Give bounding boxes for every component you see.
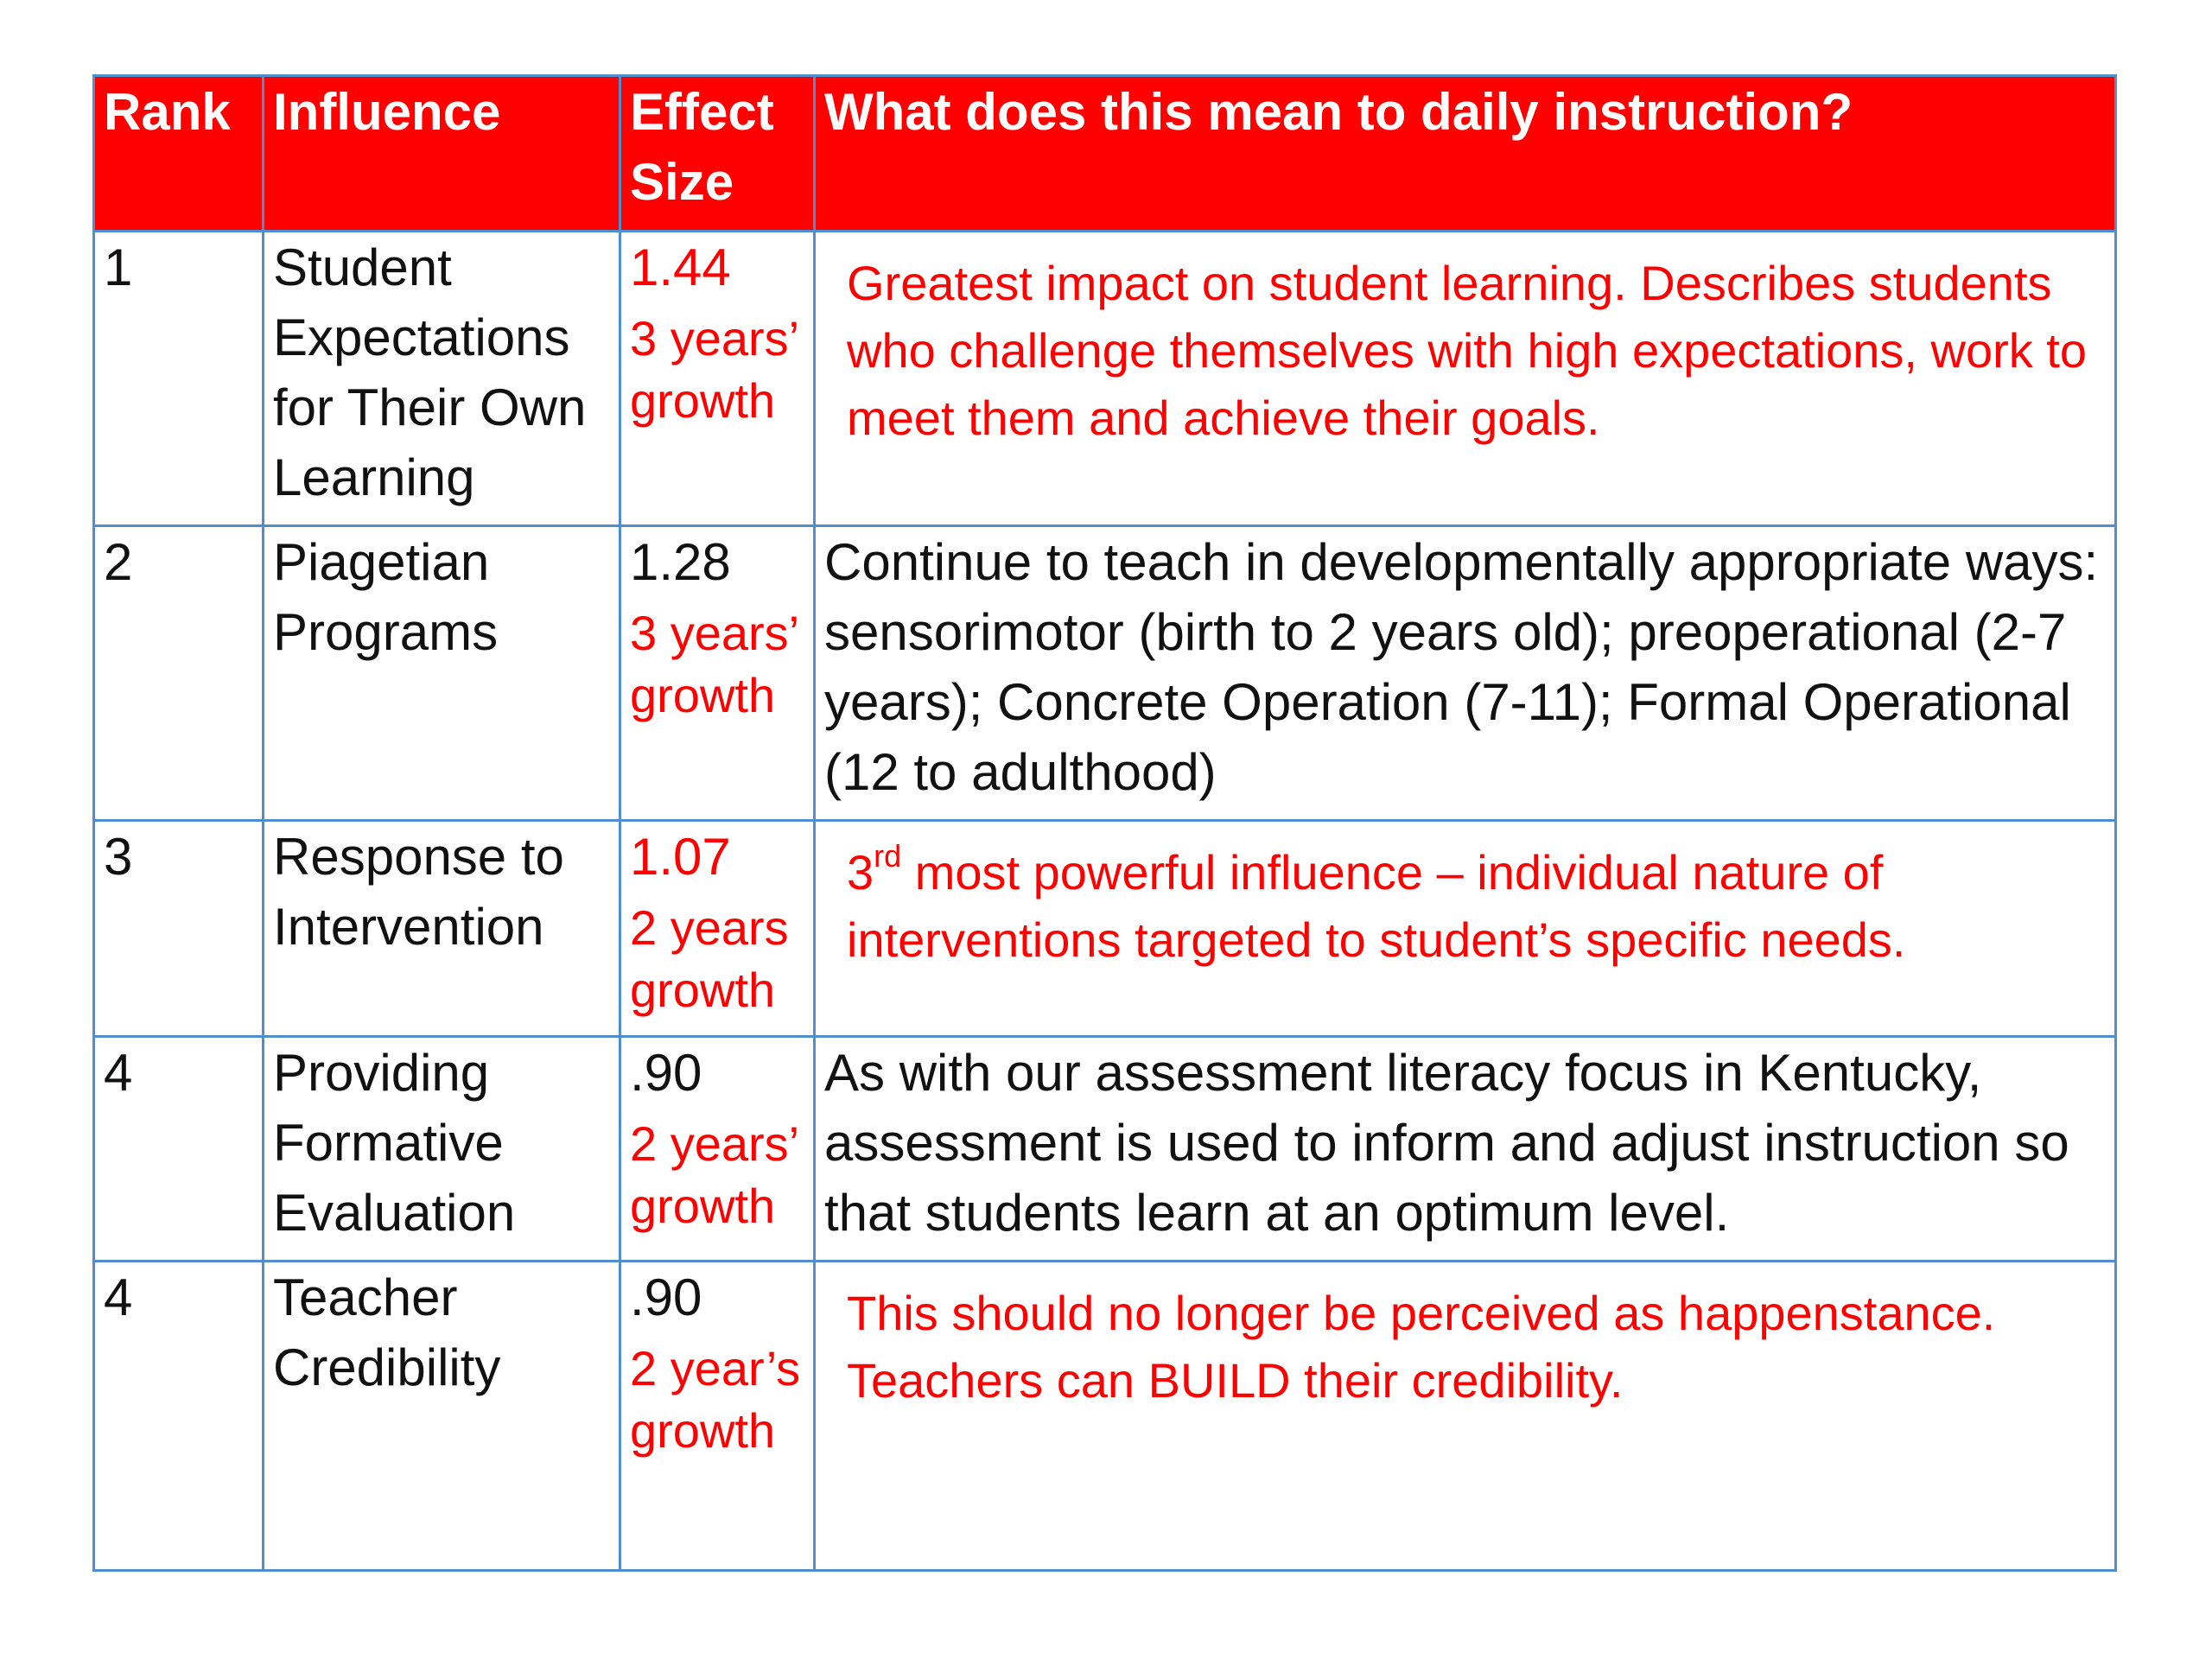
meaning-cell bbox=[815, 526, 2116, 821]
header-rank: Rank bbox=[94, 76, 264, 232]
table-row bbox=[94, 1037, 2116, 1262]
effect-size-value: 1.28 bbox=[630, 533, 731, 591]
influence-table bbox=[92, 74, 2117, 1572]
influence-cell: Providing Formative Evaluation bbox=[264, 1037, 620, 1262]
influence-cell: Piagetian Programs bbox=[264, 526, 620, 821]
rank-cell: 4 bbox=[94, 1037, 264, 1262]
effect-size-cell bbox=[620, 232, 815, 526]
effect-size-cell bbox=[620, 1262, 815, 1571]
meaning-text: Continue to teach in developmentally appropriate ways: sensorimotor (birth to 2 years old); preoperational (2-7 years); Concrete Operation (7-11); Formal Operational (12 to adulthood) bbox=[824, 533, 2099, 801]
meaning-text bbox=[824, 822, 2106, 974]
influence-cell: Teacher Credibility bbox=[264, 1262, 620, 1571]
meaning-text: As with our assessment literacy focus in Kentucky, assessment is used to inform and adjust instruction so that students learn at an optimum level. bbox=[824, 1044, 2069, 1242]
rank-cell: 4 bbox=[94, 1262, 264, 1571]
effect-size-value: 1.07 bbox=[630, 828, 731, 886]
table-row bbox=[94, 526, 2116, 821]
effect-size-value: .90 bbox=[630, 1044, 702, 1102]
meaning-cell bbox=[815, 1037, 2116, 1262]
influence-cell: Student Expectations for Their Own Learning bbox=[264, 232, 620, 526]
effect-size-value: .90 bbox=[630, 1268, 702, 1326]
header-meaning: What does this mean to daily instruction? bbox=[815, 76, 2116, 232]
growth-note: 3 years’ growth bbox=[630, 311, 798, 428]
meaning-ordinal-number: 3 bbox=[847, 845, 874, 899]
meaning-text: This should no longer be perceived as happenstance. Teachers can BUILD their credibility. bbox=[847, 1286, 1996, 1408]
table-row bbox=[94, 821, 2116, 1037]
meaning-ordinal-suffix: rd bbox=[874, 838, 902, 874]
meaning-cell bbox=[815, 821, 2116, 1037]
meaning-body: most powerful influence – individual nature of interventions targeted to student’s specific needs. bbox=[847, 845, 1906, 967]
effect-size-cell bbox=[620, 821, 815, 1037]
effect-size-value: 1.44 bbox=[630, 238, 731, 296]
meaning-cell bbox=[815, 232, 2116, 526]
growth-note: 2 year’s growth bbox=[630, 1341, 801, 1458]
table-row bbox=[94, 1262, 2116, 1571]
influence-cell: Response to Intervention bbox=[264, 821, 620, 1037]
table-row bbox=[94, 232, 2116, 526]
rank-cell: 2 bbox=[94, 526, 264, 821]
meaning-text: Greatest impact on student learning. Describes students who challenge themselves with high expectations, work to meet them and achieve their goals. bbox=[847, 256, 2087, 445]
table-header-row bbox=[94, 76, 2116, 232]
rank-cell: 3 bbox=[94, 821, 264, 1037]
effect-size-cell bbox=[620, 1037, 815, 1262]
header-influence: Influence bbox=[264, 76, 620, 232]
growth-note: 2 years growth bbox=[630, 900, 789, 1017]
effect-size-cell bbox=[620, 526, 815, 821]
rank-cell: 1 bbox=[94, 232, 264, 526]
growth-note: 2 years’ growth bbox=[630, 1116, 798, 1233]
meaning-cell bbox=[815, 1262, 2116, 1571]
header-effect-size: Effect Size bbox=[620, 76, 815, 232]
growth-note: 3 years’ growth bbox=[630, 606, 798, 722]
